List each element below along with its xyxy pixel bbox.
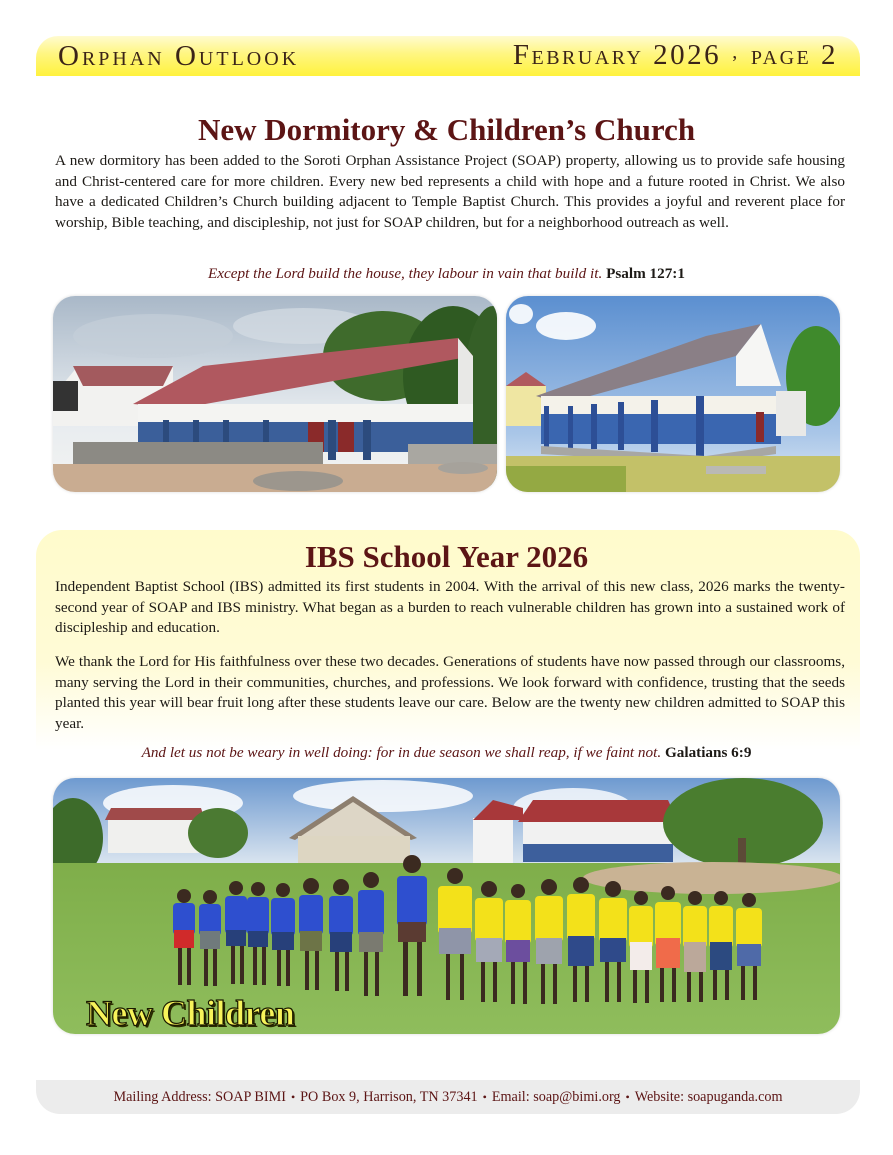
ibs-verse [0, 743, 893, 763]
ibs-paragraph-2: We thank the Lord for His faithfulness over these two decades. Generations of students have now passed through our classrooms, many serving the Lord in their communities, churches, and professions. We look forward with confidence, trusting that the seeds planted this year will bear fruit long after these students leave our care. Below are the twenty new children admitted to SOAP this year. [55, 653, 845, 732]
ibs-paragraph-1: Independent Baptist School (IBS) admitted its first students in 2004. With the arrival of this new class, 2026 marks the twenty-second year of SOAP and IBS ministry. What began as a burden to reach vulnerable children has grown into a sustained work of discipleship and education. [55, 578, 845, 637]
issue-info [513, 35, 838, 78]
verse-quote: Except the Lord build the house, they labour in vain that build it. [208, 265, 603, 282]
dormitory-image-icon [53, 296, 497, 492]
verse-reference: Galatians 6:9 [664, 744, 752, 761]
dormitory-body-text: A new dormitory has been added to the Soroti Orphan Assistance Project (SOAP) property, allowing us to provide safe housing and Christ-centered care for more children. Every new bed represents a child with hope and a future rooted in Christ. We also have a dedicated Children’s Church building adjacent to Temple Baptist Church. This provides a joyful and reverent place for worship, Bible teaching, and discipleship, not just for SOAP children, but for a neighborhood outreach as well. [55, 152, 845, 231]
email-contact[interactable]: Email: soap@bimi.org [491, 1088, 621, 1105]
mailing-address: Mailing Address: SOAP BIMI [113, 1088, 286, 1105]
separator-dot: • [482, 1089, 487, 1104]
dormitory-section-title: New Dormitory & Children’s Church [197, 112, 696, 147]
childrens-church-photo [506, 296, 840, 492]
website-link[interactable]: Website: soapuganda.com [634, 1088, 783, 1105]
masthead [36, 36, 860, 76]
dormitory-verse [0, 264, 893, 284]
new-children-caption: New Children [86, 993, 295, 1033]
verse-quote: And let us not be weary in well doing: for in due season we shall reap, if we faint not. [141, 744, 662, 761]
publication-name: Orphan Outlook [58, 40, 300, 72]
dormitory-photo [53, 296, 497, 492]
issue-separator: ‚ [731, 40, 741, 63]
verse-reference: Psalm 127:1 [606, 265, 685, 282]
separator-dot: • [290, 1089, 296, 1104]
footer-contact-bar [36, 1080, 860, 1114]
page-number: page 2 [750, 38, 838, 71]
ibs-section-title: IBS School Year 2026 [304, 539, 589, 574]
church-image-icon [506, 296, 840, 492]
issue-date: February 2026 [512, 38, 722, 71]
separator-dot: • [625, 1089, 630, 1104]
po-box-address: PO Box 9, Harrison, TN 37341 [300, 1088, 478, 1105]
